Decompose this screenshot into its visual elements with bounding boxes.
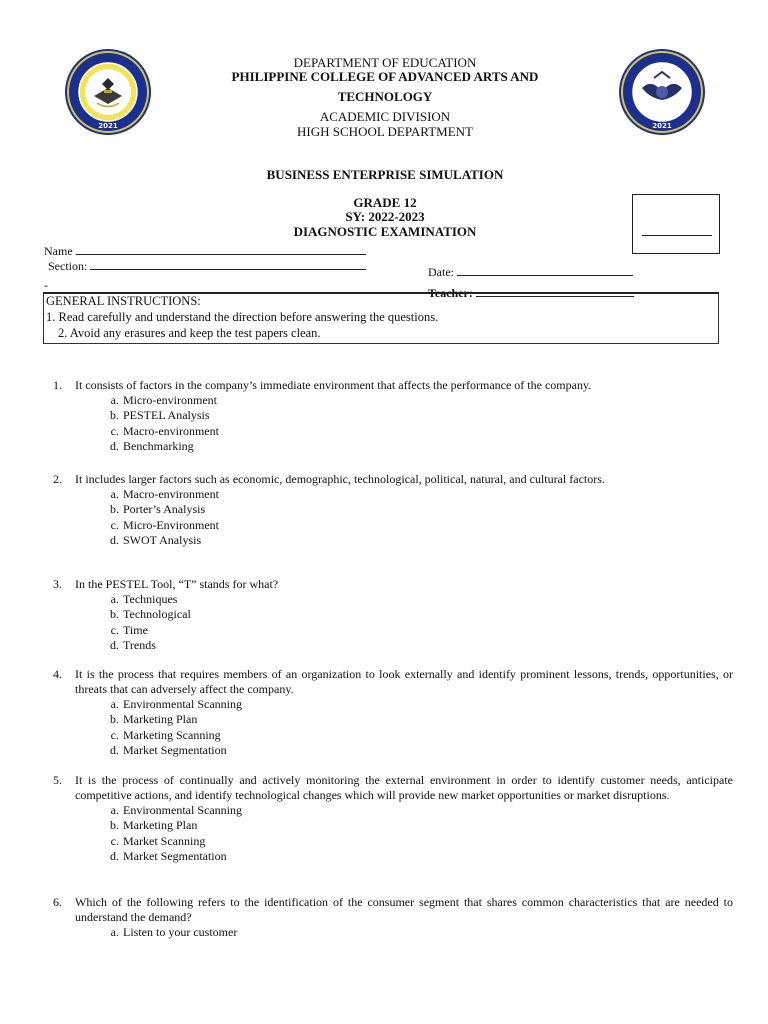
option-text: Trends — [123, 637, 156, 652]
score-line — [642, 235, 712, 236]
options-list — [99, 592, 733, 653]
question-number: 4. — [53, 667, 62, 681]
option-letter: d. — [110, 637, 119, 652]
option-letter: a. — [110, 925, 119, 939]
question-number: 3. — [53, 577, 62, 591]
option-d[interactable] — [99, 849, 733, 864]
section-field[interactable] — [48, 258, 366, 274]
school-seal-right — [618, 48, 706, 136]
option-letter: c. — [110, 727, 119, 742]
options-list — [99, 487, 733, 548]
question-1 — [53, 378, 733, 454]
option-text: Macro-environment — [123, 423, 219, 438]
college-name-line1: PHILIPPINE COLLEGE OF ADVANCED ARTS AND — [231, 69, 539, 84]
instructions-title: GENERAL INSTRUCTIONS: — [46, 294, 201, 308]
option-text: Market Segmentation — [123, 742, 227, 757]
date-field[interactable] — [428, 264, 633, 280]
option-text: SWOT Analysis — [123, 532, 202, 547]
option-letter: b. — [110, 712, 119, 727]
option-letter: b. — [110, 818, 119, 833]
section-label: Section: — [48, 259, 88, 273]
question-text: It is the process of continually and actively monitoring the external environment in order to identify customer needs, anticipate competitive actions, and identify technological changes which will provide new market opportunities or market disruptions. — [75, 773, 733, 802]
subject-title: BUSINESS ENTERPRISE SIMULATION — [266, 167, 504, 182]
option-a[interactable] — [99, 697, 733, 712]
name-field[interactable] — [44, 243, 366, 259]
option-letter: c. — [110, 517, 119, 532]
option-letter: a. — [110, 592, 119, 606]
question-6 — [53, 895, 733, 940]
option-text: Listen to your customer — [123, 925, 238, 939]
instruction-item: 2. Avoid any erasures and keep the test papers clean. — [58, 326, 321, 340]
option-letter: c. — [110, 423, 119, 438]
question-text: In the PESTEL Tool, “T” stands for what? — [75, 577, 279, 591]
question-4 — [53, 667, 733, 758]
option-c[interactable] — [99, 834, 733, 849]
option-b[interactable] — [99, 408, 733, 423]
name-line — [76, 243, 366, 255]
date-line — [457, 264, 633, 276]
option-text: Technological — [123, 607, 191, 622]
option-letter: b. — [110, 408, 119, 423]
options-list — [99, 697, 733, 758]
date-label: Date: — [428, 265, 454, 279]
teacher-label: Teacher: — [428, 286, 473, 300]
department-title: DEPARTMENT OF EDUCATION — [293, 55, 477, 70]
option-letter: b. — [110, 502, 119, 517]
option-a[interactable] — [99, 487, 733, 502]
option-d[interactable] — [99, 439, 733, 454]
question-text: It is the process that requires members of an organization to look externally and identify prominent lessons, trends, opportunities, or threats that can adversely affect the company. — [75, 667, 733, 696]
option-b[interactable] — [99, 818, 733, 833]
option-letter: d. — [110, 438, 119, 453]
option-d[interactable] — [99, 743, 733, 758]
svg-text:2021: 2021 — [98, 122, 118, 130]
question-number: 1. — [53, 378, 62, 392]
option-text: PESTEL Analysis — [123, 408, 210, 423]
option-c[interactable] — [99, 728, 733, 743]
option-text: Marketing Plan — [123, 818, 198, 833]
instructions-box — [43, 292, 719, 344]
option-text: Environmental Scanning — [123, 697, 242, 711]
high-school-department: HIGH SCHOOL DEPARTMENT — [297, 124, 473, 139]
option-d[interactable] — [99, 638, 733, 653]
score-box[interactable] — [632, 194, 720, 254]
option-a[interactable] — [99, 393, 733, 408]
question-2 — [53, 472, 733, 548]
option-letter: d. — [110, 848, 119, 863]
option-a[interactable] — [99, 925, 733, 940]
option-text: Market Scanning — [123, 833, 206, 848]
question-number: 5. — [53, 773, 62, 787]
question-5 — [53, 773, 733, 864]
option-b[interactable] — [99, 502, 733, 517]
instruction-item: 1. Read carefully and understand the direction before answering the questions. — [46, 310, 439, 324]
question-text: It includes larger factors such as economic, demographic, technological, political, natural, and cultural factors. — [75, 472, 605, 486]
option-text: Environmental Scanning — [123, 803, 242, 817]
option-letter: a. — [110, 697, 119, 711]
option-text: Marketing Plan — [123, 712, 198, 727]
option-d[interactable] — [99, 533, 733, 548]
option-text: Market Segmentation — [123, 848, 227, 863]
option-text: Time — [123, 622, 148, 637]
option-a[interactable] — [99, 803, 733, 818]
option-c[interactable] — [99, 518, 733, 533]
option-letter: c. — [110, 622, 119, 637]
options-list — [99, 803, 733, 864]
option-letter: a. — [110, 393, 119, 407]
svg-text:2021: 2021 — [652, 122, 672, 130]
school-year: SY: 2022-2023 — [345, 209, 425, 224]
options-list — [99, 925, 733, 940]
option-letter: d. — [110, 742, 119, 757]
option-text: Micro-environment — [123, 393, 217, 407]
option-text: Porter’s Analysis — [123, 502, 206, 517]
exam-type: DIAGNOSTIC EXAMINATION — [293, 224, 477, 239]
option-text: Macro-environment — [123, 487, 219, 501]
option-b[interactable] — [99, 712, 733, 727]
option-c[interactable] — [99, 623, 733, 638]
option-c[interactable] — [99, 424, 733, 439]
option-a[interactable] — [99, 592, 733, 607]
name-label: Name — [44, 244, 73, 258]
option-text: Techniques — [123, 592, 178, 606]
question-number: 2. — [53, 472, 62, 486]
question-number: 6. — [53, 895, 62, 909]
question-3 — [53, 577, 733, 653]
academic-division: ACADEMIC DIVISION — [319, 109, 451, 124]
options-list — [99, 393, 733, 454]
grade-level: GRADE 12 — [353, 195, 417, 210]
option-text: Marketing Scanning — [123, 727, 221, 742]
college-name-line2: TECHNOLOGY — [337, 89, 433, 104]
option-letter: a. — [110, 803, 119, 817]
dash-mark: - — [44, 278, 48, 292]
option-letter: a. — [110, 487, 119, 501]
option-b[interactable] — [99, 607, 733, 622]
question-text: It consists of factors in the company’s immediate environment that affects the performance of the company. — [75, 378, 592, 392]
question-text: Which of the following refers to the identification of the consumer segment that shares common characteristics that are needed to understand the demand? — [75, 895, 733, 924]
option-text: Benchmarking — [123, 438, 194, 453]
option-letter: d. — [110, 532, 119, 547]
section-line — [90, 258, 366, 270]
option-letter: c. — [110, 833, 119, 848]
option-text: Micro-Environment — [123, 517, 219, 532]
school-seal-left — [64, 48, 152, 136]
option-letter: b. — [110, 607, 119, 622]
